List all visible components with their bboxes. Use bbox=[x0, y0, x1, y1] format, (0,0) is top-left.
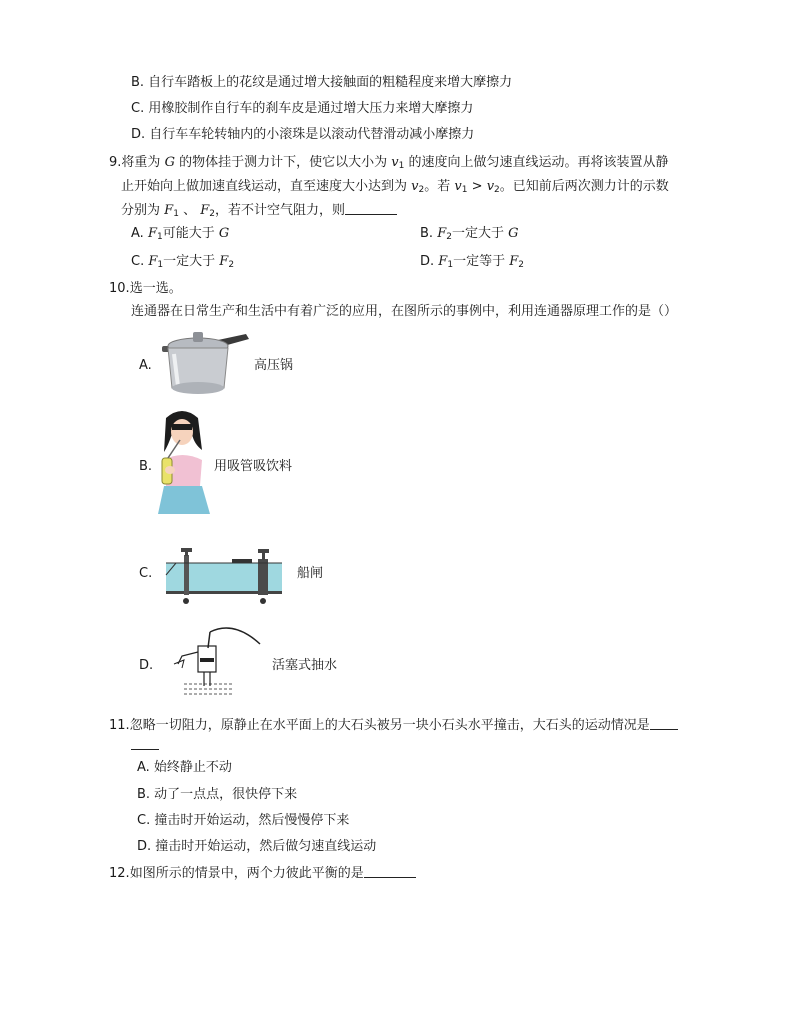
q11-answer-blank-part2[interactable] bbox=[131, 737, 159, 750]
q8-option-c: C. 用橡胶制作自行车的刹车皮是通过增大压力来增大摩擦力 bbox=[131, 101, 474, 116]
q10-option-b-label: 用吸管吸饮料 bbox=[214, 459, 293, 474]
q11-number: 11. bbox=[109, 718, 130, 733]
q11-option-b: B. 动了一点点，很快停下来 bbox=[137, 787, 298, 802]
q9-option-c: C. $F_1$一定大于 $F_2$ bbox=[131, 254, 235, 270]
q11-option-d: D. 撞击时开始运动，然后做匀速直线运动 bbox=[137, 839, 377, 854]
q11-stem: 11.忽略一切阻力，原静止在水平面上的大石头被另一块小石头水平撞击，大石头的运动情况是 bbox=[109, 716, 678, 736]
q12-stem: 12.如图所示的情景中，两个力彼此平衡的是 bbox=[109, 864, 416, 884]
q12-answer-blank[interactable] bbox=[364, 865, 416, 878]
q10-stem: 连通器在日常生产和生活中有着广泛的应用，在图所示的事例中，利用连通器原理工作的是（） bbox=[131, 304, 678, 319]
q8-option-d: D. 自行车车轮转轴内的小滚珠是以滚动代替滑动减小摩擦力 bbox=[131, 127, 475, 142]
q9-option-b: B. $F_2$一定大于 G bbox=[420, 226, 519, 242]
q10-option-d-letter[interactable]: D. bbox=[139, 658, 154, 673]
pressure-cooker-icon bbox=[160, 322, 252, 400]
q9-option-a: A. $F_1$可能大于 G bbox=[131, 226, 230, 242]
q12-number: 12. bbox=[109, 866, 130, 881]
q10-option-b-letter[interactable]: B. bbox=[139, 459, 153, 474]
q10-title: 10.选一选。 bbox=[109, 281, 182, 296]
q10-option-c-letter[interactable]: C. bbox=[139, 566, 153, 581]
piston-pump-icon bbox=[164, 624, 274, 698]
q10-option-d-label: 活塞式抽水 bbox=[272, 658, 338, 673]
q11-option-c: C. 撞击时开始运动，然后慢慢停下来 bbox=[137, 813, 350, 828]
q9-option-d: D. $F_1$一定等于 $F_2$ bbox=[420, 254, 524, 270]
q9-number: 9. bbox=[109, 155, 122, 170]
q10-option-a-letter[interactable]: A. bbox=[139, 358, 152, 373]
q9-stem-line2: 止开始向上做加速直线运动，直至速度大小达到为 $v_2$。若 $v_1 > v_2$。已知前后两次测力计的示数 bbox=[121, 179, 669, 195]
q10-number: 10. bbox=[109, 281, 130, 296]
q8-option-b: B. 自行车踏板上的花纹是通过增大接触面的粗糙程度来增大摩擦力 bbox=[131, 75, 513, 90]
q9-answer-blank[interactable] bbox=[345, 202, 397, 215]
q10-option-a-label: 高压锅 bbox=[254, 358, 294, 373]
q11-answer-blank-cont bbox=[131, 736, 159, 756]
ship-lock-icon bbox=[164, 545, 284, 607]
girl-drinking-straw-icon bbox=[154, 410, 214, 516]
q10-option-c-label: 船闸 bbox=[297, 566, 324, 581]
q9-stem-line3: 分别为 $F_1$ 、 $F_2$，若不计空气阻力，则 bbox=[121, 201, 397, 224]
q11-answer-blank-part1[interactable] bbox=[650, 717, 678, 730]
q9-stem-line1: 9.将重为 G 的物体挂于测力计下，使它以大小为 $v_1$ 的速度向上做匀速直线运动。再将该装置从静 bbox=[109, 155, 669, 171]
q11-option-a: A. 始终静止不动 bbox=[137, 760, 232, 775]
